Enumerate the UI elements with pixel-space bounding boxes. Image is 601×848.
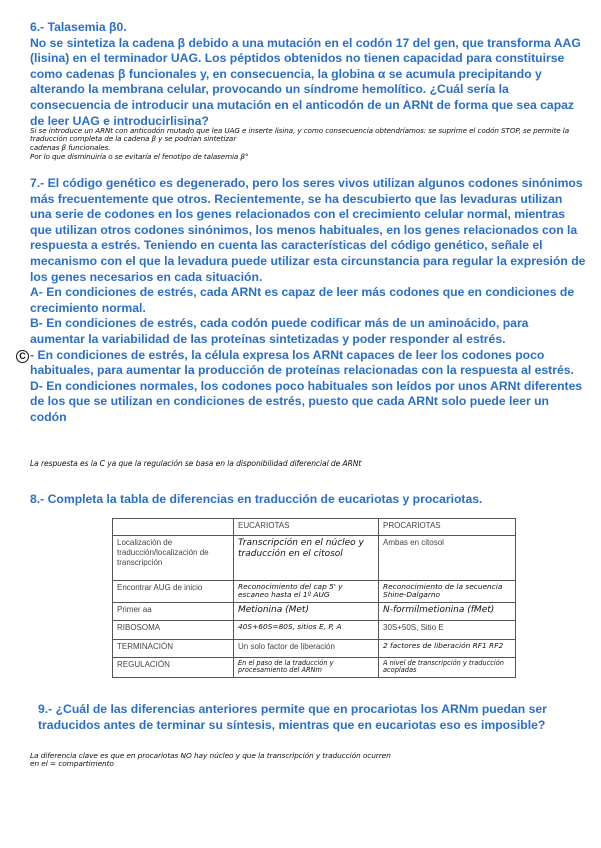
table-row xyxy=(113,536,516,581)
option-b: B- En condiciones de estrés, cada codón puede codificar más de un aminoácido, para aumentar la variabilidad de las proteínas sintetizadas y poder responder al estrés. xyxy=(30,316,529,346)
table-cell-procariotas: Ambas en citosol xyxy=(379,536,516,581)
table-cell-label: Localización de traducción/localización de transcripción xyxy=(113,536,234,581)
table-cell-procariotas: 30S+50S, Sitio E xyxy=(379,620,516,639)
table-cell-procariotas: Reconocimiento de la secuencia Shine-Dalgarno xyxy=(379,581,516,603)
question-6-body: No se sintetiza la cadena β debido a una mutación en el codón 17 del gen, que transforma AAG (lisina) en el terminador UAG. Los péptidos obtenidos no tienen capacidad para constituirse como cadenas β funcionales y, en consecuencia, la globina α se acumula precipitando y alterando la membrana celular, provocando un síndrome hemolítico. ¿Cuál sería la consecuencia de introducir una mutación en el anticodón de un ARNt de forma que sea capaz de leer UAG e introducirlisina? xyxy=(30,35,581,128)
selected-answer-circle: C xyxy=(16,350,29,363)
table-row xyxy=(113,602,516,620)
answer-7: La respuesta es la C ya que la regulación se basa en la disponibilidad diferencial de ARNt xyxy=(30,459,362,468)
table-header-cell: EUCARIOTAS xyxy=(234,519,379,536)
answer-9-line-1: La diferencia clave es que en procariotas NO hay núcleo y que la transcripción y traducción ocurren xyxy=(30,751,391,760)
option-c-text: - En condiciones de estrés, la célula expresa los ARNt capaces de leer los codones poco habituales, para aumentar la producción de proteínas relacionadas con la respuesta al estrés. xyxy=(30,347,574,378)
table-header-cell xyxy=(113,519,234,536)
table-row xyxy=(113,581,516,603)
option-d: D- En condiciones normales, los codones poco habituales son leídos por unos ARNt diferentes de los que se utilizan en condiciones de estrés, puesto que cada ARNt solo puede leer un codón xyxy=(30,378,583,424)
table-cell-procariotas: 2 factores de liberación RF1 RF2 xyxy=(379,639,516,657)
table-cell-eucariotas: Un solo factor de liberación xyxy=(234,639,379,657)
table-cell-label: REGULACIÓN xyxy=(113,657,234,677)
comparison-table xyxy=(112,518,516,678)
table-cell-eucariotas: Metionina (Met) xyxy=(234,602,379,620)
table-cell-procariotas: A nivel de transcripción y traducción acopladas xyxy=(379,657,516,677)
table-row xyxy=(113,639,516,657)
question-6-handwritten-answer xyxy=(30,127,590,162)
question-8-title: 8.- Completa la tabla de diferencias en traducción de eucariotas y procariotas. xyxy=(30,492,483,506)
question-9-handwritten-answer xyxy=(30,752,590,769)
question-6-title: 6.- Talasemia β0. xyxy=(30,20,127,34)
question-6 xyxy=(30,20,586,129)
question-9-body: 9.- ¿Cuál de las diferencias anteriores permite que en procariotas los ARNm puedan ser traducidos antes de terminar su síntesis, mientras que en eucariotas eso es imposible? xyxy=(38,702,547,732)
option-c xyxy=(19,347,586,379)
question-7 xyxy=(19,176,586,426)
table-row xyxy=(113,657,516,677)
question-9 xyxy=(38,702,586,733)
question-7-handwritten-answer xyxy=(30,460,590,468)
table-cell-label: RIBOSOMA xyxy=(113,620,234,639)
answer-9-line-2: en el = compartimento xyxy=(30,759,114,769)
table-cell-label: Primer aa xyxy=(113,602,234,620)
table-header-row xyxy=(113,519,516,536)
answer-6-line-1: Si se introduce un ARNt con anticodón mutado que lea UAG e inserte lisina, y como consecuencia obtendríamos: se suprime el codón STOP, se permite la traducción completa de la cadena β y se podrían sintetizar xyxy=(30,126,570,144)
option-a: A- En condiciones de estrés, cada ARNt es capaz de leer más codones que en condiciones de crecimiento normal. xyxy=(30,285,575,315)
table-cell-eucariotas: Reconocimiento del cap 5' y escaneo hasta el 1º AUG xyxy=(234,581,379,603)
table-header-cell: PROCARIOTAS xyxy=(379,519,516,536)
answer-6-line-2: cadenas β funcionales. xyxy=(30,142,111,152)
question-8 xyxy=(30,492,586,508)
table-cell-eucariotas: Transcripción en el núcleo y traducción en el citosol xyxy=(234,536,379,581)
table-cell-eucariotas: En el paso de la traducción y procesamiento del ARNm xyxy=(234,657,379,677)
answer-6-line-3: Por lo que disminuiría o se evitaría el fenotipo de talasemia β° xyxy=(30,152,249,162)
table-row xyxy=(113,620,516,639)
table-cell-label: TERMINACIÓN xyxy=(113,639,234,657)
table-cell-procariotas: N-formilmetionina (fMet) xyxy=(379,602,516,620)
table-cell-label: Encontrar AUG de inicio xyxy=(113,581,234,603)
table-cell-eucariotas: 40S+60S=80S, sitios E, P, A xyxy=(234,620,379,639)
question-7-body: 7.- El código genético es degenerado, pero los seres vivos utilizan algunos codones sinónimos más frecuentemente que otros. Recientemente, se ha descubierto que las levaduras utilizan una serie de codones en los genes relacionados con el crecimiento celular normal, mientras que utilizan otros codones sinónimos, los menos habituales, en los genes relacionados con la respuesta a estrés. Teniendo en cuenta las características del código genético, señale el mecanismo con el que la levadura puede utilizar esta circunstancia para regular la expresión de los genes necesarios en cada situación. xyxy=(30,176,586,284)
